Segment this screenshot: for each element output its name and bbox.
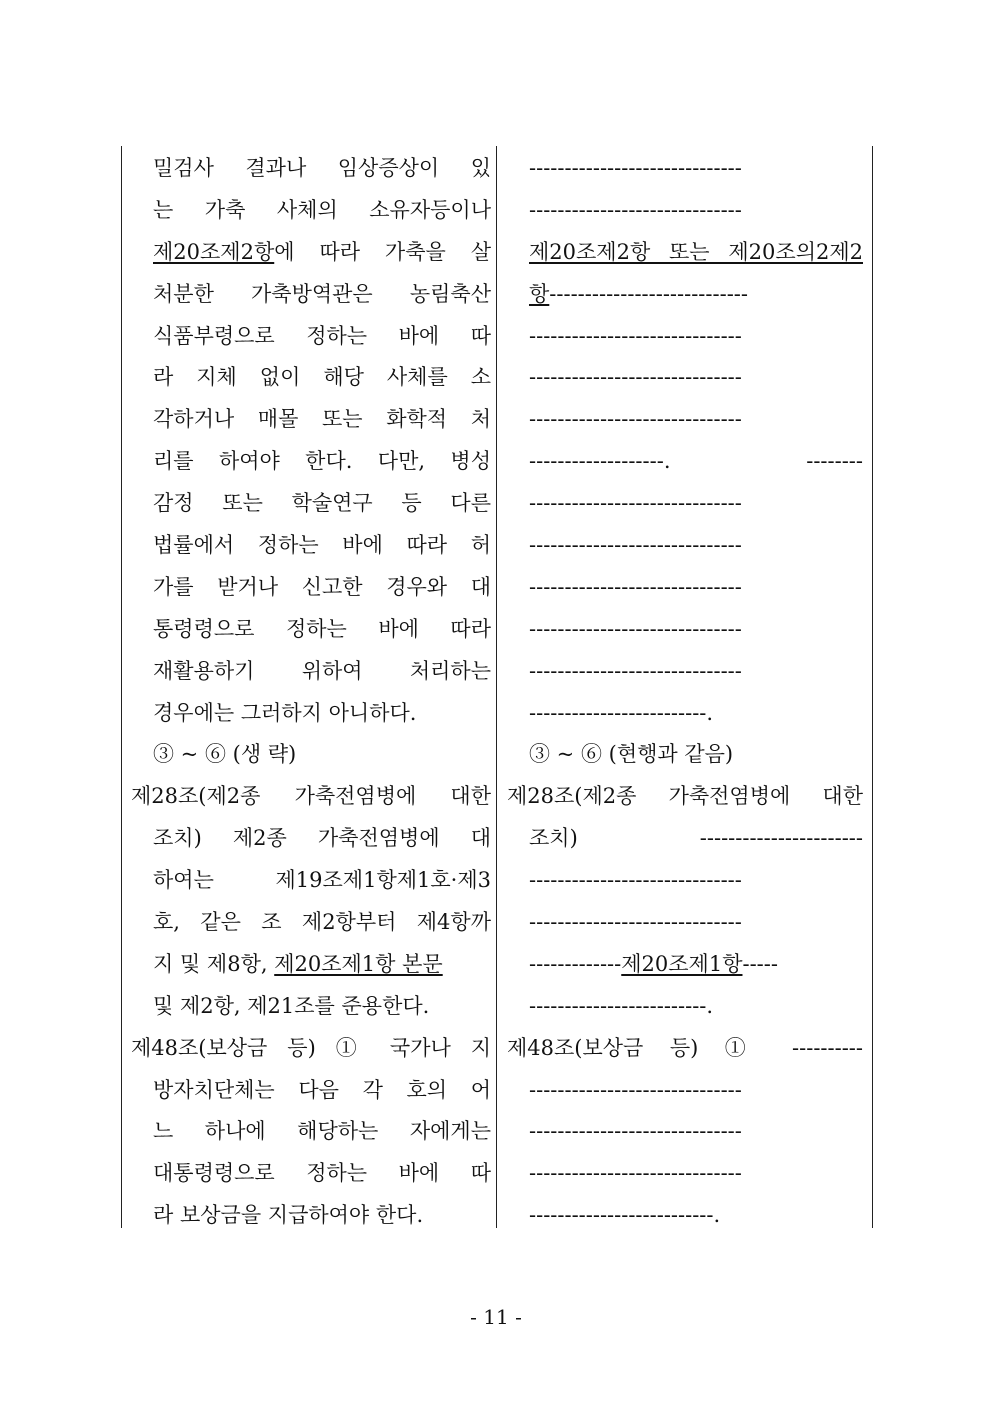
- text-line: ------------------------------: [529, 156, 742, 180]
- table-column-divider: [496, 146, 497, 1228]
- text-line: ③ ~ ⑥ (현행과 같음): [529, 742, 734, 767]
- text-line: --------------------------.: [529, 1203, 721, 1228]
- underlined-reference: [507, 232, 863, 274]
- text-line: ------------------------------: [529, 197, 742, 222]
- text-line: 는 가축 사체의 소유자등이나: [153, 197, 491, 222]
- text-line: [131, 232, 491, 274]
- text-line: ------------------------------: [529, 1119, 742, 1144]
- text-line: -------------------------.: [529, 993, 714, 1018]
- text-line: ③ ~ ⑥ (생 략): [153, 742, 297, 767]
- text-line: 조치) 제2종 가축전염병에 대: [153, 826, 491, 851]
- text-line: 및 제2항, 제21조를 준용한다.: [153, 993, 430, 1018]
- text-line: ------------------------------: [529, 574, 742, 599]
- text-fragment: ----------------------------: [549, 281, 748, 306]
- text-line: ------------------------------: [529, 491, 742, 516]
- underlined-reference: 제20조제2항: [153, 239, 275, 264]
- text-fragment: -------------: [529, 951, 622, 976]
- text-line: 리를 하여야 한다. 다만, 병성: [153, 449, 491, 474]
- text-line: 감정 또는 학술연구 등 다른: [153, 491, 491, 516]
- revised-law-column: [507, 148, 863, 1237]
- text-line: -------------------------.: [529, 700, 714, 725]
- text-line: 방자치단체는 다음 각 호의 어: [153, 1077, 491, 1102]
- article-heading-28: 제28조(제2종 가축전염병에 대한: [131, 784, 491, 809]
- text-line: 밀검사 결과나 임상증상이 있: [153, 156, 491, 180]
- table-border-left: [121, 146, 122, 1228]
- text-line: ------------------------------: [529, 658, 742, 683]
- text-line: [131, 944, 491, 986]
- article-heading-28: 제28조(제2종 가축전염병에 대한: [507, 784, 863, 809]
- underlined-reference: 항: [529, 281, 550, 306]
- text-line: 재활용하기 위하여 처리하는: [153, 658, 491, 683]
- text-line: ------------------------------: [529, 1161, 742, 1186]
- text-line: [507, 274, 863, 316]
- text-line: -------------------. --------: [529, 449, 863, 474]
- underlined-text: 제20조제2항 또는 제20조의2제2: [529, 239, 863, 264]
- text-line: 가를 받거나 신고한 경우와 대: [153, 574, 491, 599]
- underlined-reference: 제20조제1항 본문: [274, 951, 443, 976]
- page-number: - 11 -: [470, 1305, 522, 1329]
- text-line: 처분한 가축방역관은 농림축산: [153, 281, 491, 306]
- text-line: 라 지체 없이 해당 사체를 소: [153, 365, 491, 390]
- text-line: 조치) -----------------------: [529, 826, 863, 851]
- text-line: 각하거나 매몰 또는 화학적 처: [153, 407, 491, 432]
- text-line: 라 보상금을 지급하여야 한다.: [153, 1203, 424, 1228]
- text-fragment: 에 따라 가축을 살: [274, 239, 491, 264]
- text-line: 호, 같은 조 제2항부터 제4항까: [153, 910, 491, 935]
- text-line: ------------------------------: [529, 616, 742, 641]
- text-line: ------------------------------: [529, 407, 742, 432]
- text-line: 법률에서 정하는 바에 따라 허: [153, 533, 491, 558]
- text-line: ------------------------------: [529, 910, 742, 935]
- text-line: 경우에는 그러하지 아니하다.: [153, 700, 417, 725]
- text-line: 느 하나에 해당하는 자에게는: [153, 1119, 491, 1144]
- underlined-reference: 제20조제1항: [621, 951, 743, 976]
- text-line: ------------------------------: [529, 1077, 742, 1102]
- text-line: 대통령령으로 정하는 바에 따: [153, 1161, 491, 1186]
- text-line: 통령령으로 정하는 바에 따라: [153, 616, 491, 641]
- text-line: ------------------------------: [529, 533, 742, 558]
- article-heading-48: 제48조(보상금 등) ① ----------: [507, 1035, 863, 1060]
- comparison-table: [121, 146, 873, 1228]
- text-line: ------------------------------: [529, 323, 742, 348]
- table-border-right: [872, 146, 873, 1228]
- text-line: 하여는 제19조제1항제1호·제3: [153, 868, 491, 893]
- article-heading-48: 제48조(보상금 등) ① 국가나 지: [131, 1035, 491, 1060]
- text-line: ------------------------------: [529, 868, 742, 893]
- text-fragment: 지 및 제8항,: [153, 951, 268, 976]
- text-fragment: -----: [742, 951, 778, 976]
- text-line: 식품부령으로 정하는 바에 따: [153, 323, 491, 348]
- text-line: [507, 944, 863, 986]
- current-law-column: [131, 148, 491, 1237]
- text-line: ------------------------------: [529, 365, 742, 390]
